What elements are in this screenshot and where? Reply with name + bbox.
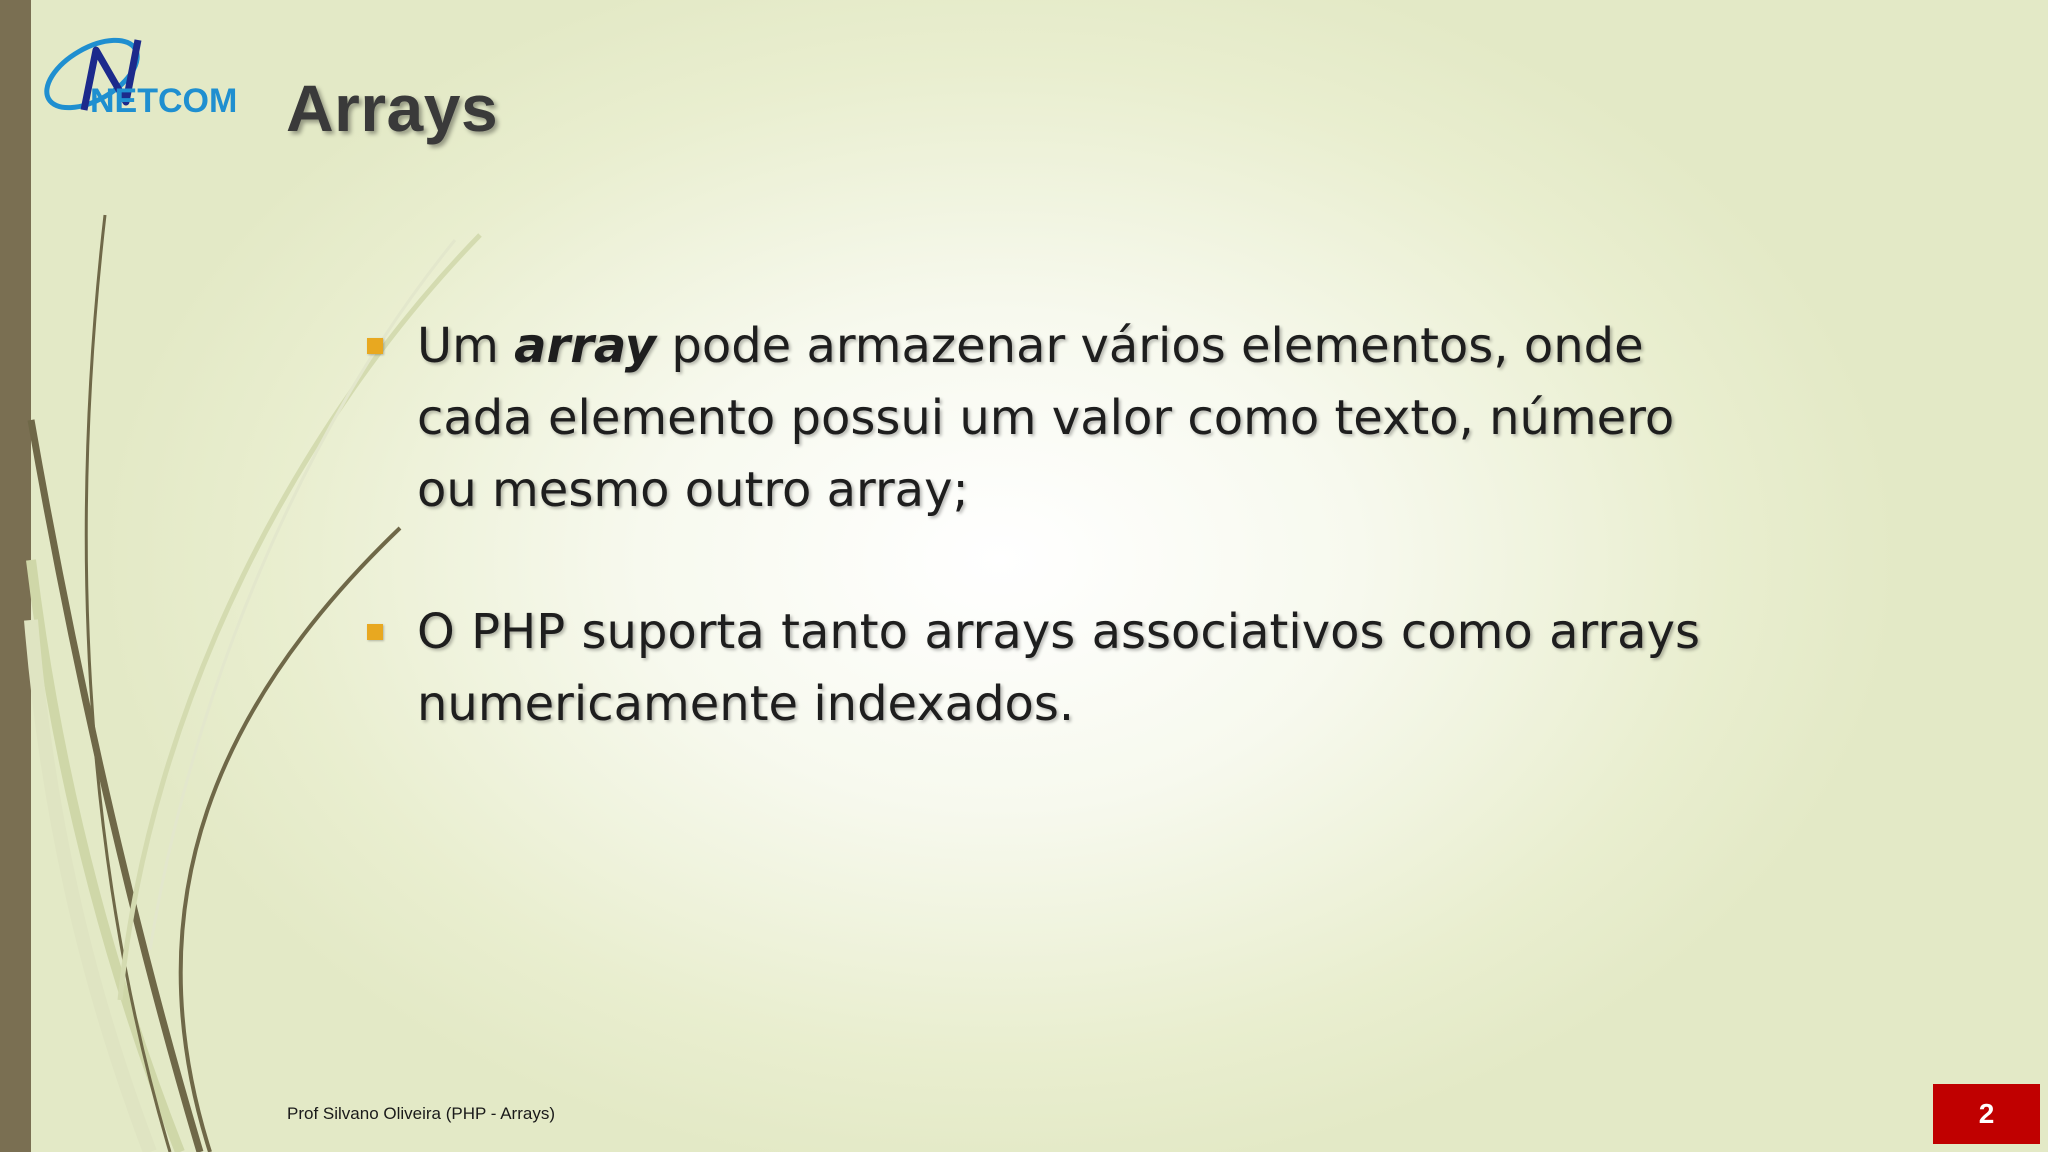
slide-title: Arrays bbox=[286, 71, 499, 145]
logo-text: NETCOM bbox=[90, 82, 238, 120]
bullet-1-text-after: pode armazenar vários elementos, onde cada elemento possui um valor como texto, número ou mesmo outro array; bbox=[417, 318, 1675, 518]
netcom-logo bbox=[34, 22, 240, 132]
bullet-item-2 bbox=[365, 596, 1700, 740]
slide-footer: Prof Silvano Oliveira (PHP - Arrays) bbox=[287, 1104, 555, 1123]
bullet-1-text-before: Um bbox=[417, 318, 515, 374]
bullet-item-1 bbox=[365, 310, 1700, 526]
bullet-list bbox=[365, 310, 1700, 740]
page-number-badge: 2 bbox=[1933, 1084, 2040, 1144]
square-bullet-icon bbox=[367, 624, 383, 640]
square-bullet-icon bbox=[367, 338, 383, 354]
bullet-2-text: O PHP suporta tanto arrays associativos como arrays numericamente indexados. bbox=[417, 604, 1700, 732]
bullet-1-emphasis: array bbox=[514, 318, 657, 374]
